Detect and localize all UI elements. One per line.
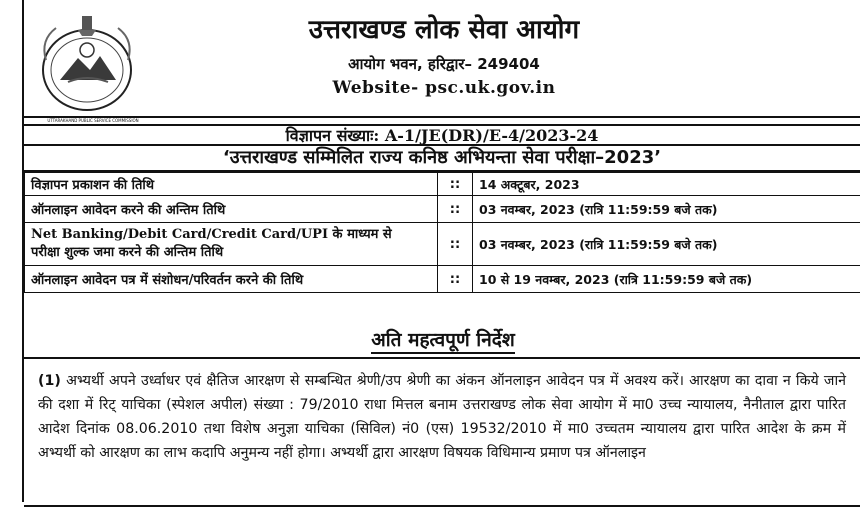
table-row — [25, 223, 860, 266]
commission-emblem — [38, 10, 136, 114]
date-label: ऑनलाइन आवेदन पत्र में संशोधन/परिवर्तन करने की तिथि — [25, 266, 438, 293]
instruction-number: (1) — [38, 373, 61, 389]
payment-methods: Net Banking/Debit Card/Credit Card/UPI — [31, 227, 328, 242]
emblem-caption: UTTARAKHAND PUBLIC SERVICE COMMISSION — [38, 118, 148, 123]
date-separator: :: — [438, 266, 473, 293]
commission-website: Website- psc.uk.gov.in — [144, 78, 744, 98]
commission-address: आयोग भवन, हरिद्वार– 249404 — [144, 54, 744, 74]
table-row — [25, 266, 860, 293]
date-label — [25, 223, 438, 266]
exam-name: ‘उत्तराखण्ड सम्मिलित राज्य कनिष्ठ अभियन्ता सेवा परीक्षा–2023’ — [24, 146, 860, 172]
important-dates-table — [24, 172, 860, 293]
date-separator: :: — [438, 173, 473, 196]
advertisement-number: विज्ञापन संख्याः: A-1/JE(DR)/E-4/2023-24 — [24, 124, 860, 146]
notice-header — [24, 0, 860, 118]
commission-title: उत्तराखण्ड लोक सेवा आयोग — [144, 10, 744, 46]
date-value: 10 से 19 नवम्बर, 2023 (रात्रि 11:59:59 बजे तक) — [473, 266, 860, 293]
instructions-heading — [24, 326, 860, 352]
payment-label-suffix: के माध्यम से — [328, 227, 392, 242]
notice-page — [22, 0, 860, 502]
payment-label-line2: परीक्षा शुल्क जमा करने की अन्तिम तिथि — [31, 245, 223, 260]
table-row — [25, 196, 860, 223]
instructions-heading-text: अति महत्वपूर्ण निर्देश — [371, 329, 515, 354]
date-label: ऑनलाइन आवेदन करने की अन्तिम तिथि — [25, 196, 438, 223]
emblem-icon — [38, 10, 136, 114]
date-label: विज्ञापन प्रकाशन की तिथि — [25, 173, 438, 196]
date-value: 03 नवम्बर, 2023 (रात्रि 11:59:59 बजे तक) — [473, 223, 860, 266]
date-value: 14 अक्टूबर, 2023 — [473, 173, 860, 196]
instructions-box — [24, 357, 860, 507]
instruction-text: अभ्यर्थी अपने उर्ध्वाधर एवं क्षैतिज आरक्षण से सम्बन्धित श्रेणी/उप श्रेणी का अंकन ऑनलाइन आवेदन पत्र में अवश्य करें। आरक्षण का दावा न किये जाने की दशा में रिट् याचिका (स्पेशल अपील) संख्या : 79/2010 राधा मित्तल बनाम उत्तराखण्ड लोक सेवा आयोग में मा0 उच्च न्यायालय, नैनीताल द्वारा पारित आदेश दिनांक 08.06.2010 तथा विशेष अनुज्ञा याचिका (सिविल) नं0 (एस) 19532/2010 में मा0 उच्चतम न्यायालय द्वारा पारित आदेश के क्रम में अभ्यर्थी को आरक्षण का लाभ कदापि अनुमन्य नहीं होगा। अभ्यर्थी द्वारा आरक्षण विषयक विधिमान्य प्रमाण पत्र ऑनलाइन — [38, 373, 846, 461]
date-value: 03 नवम्बर, 2023 (रात्रि 11:59:59 बजे तक) — [473, 196, 860, 223]
date-separator: :: — [438, 223, 473, 266]
table-row — [25, 173, 860, 196]
date-separator: :: — [438, 196, 473, 223]
